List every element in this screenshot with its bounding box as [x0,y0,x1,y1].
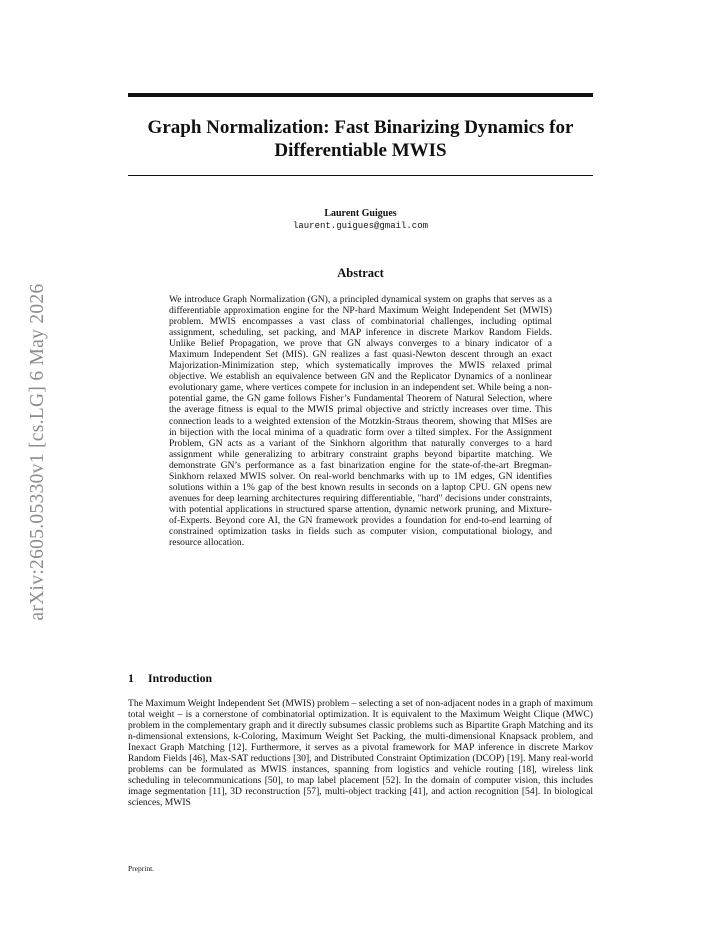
section-number: 1 [128,671,134,685]
author-email: laurent.guigues@gmail.com [292,221,429,231]
author-block [128,207,593,233]
abstract-heading: Abstract [337,266,384,280]
paper-title: Graph Normalization: Fast Binarizing Dynamics for Differentiable MWIS [147,117,574,161]
abstract-text: We introduce Graph Normalization (GN), a principled dynamical system on graphs that serves as a differentiable approximation engine for the NP-hard Maximum Weight Independent Set (MWIS) problem. MWIS encompasses a vast class of combinatorial challenges, including optimal assignment, scheduling, set packing, and MAP inference in discrete Markov Random Fields. Unlike Belief Propagation, we prove that GN always converges to a binary indicator of a Maximum Independent Set (MIS). GN realizes a fast quasi-Newton descent through an exact Majorization-Minimization step, which systematically improves the MWIS relaxed primal objective. We establish an equivalence between GN and the Replicator Dynamics of a nonlinear evolutionary game, where vertices compete for inclusion in an independent set. While being a non-potential game, the GN game follows Fisher’s Fundamental Theorem of Natural Selection, where the average fitness is equal to the MWIS primal objective and strictly increases over time. This connection leads to a weighted extension of the Motzkin-Straus theorem, showing that MISes are in bijection with the local minima of a quadratic form over a tilted simplex. For the Assignment Problem, GN acts as a variant of the Sinkhorn algorithm that naturally converges to a hard assignment while generalizing to arbitrary constraint graphs beyond bipartite matching. We demonstrate GN’s performance as a fast binarization engine for the state-of-the-art Bregman-Sinkhorn relaxed MWIS solver. On real-world benchmarks with up to 1M edges, GN identifies solutions within a 1% gap of the best known results in seconds on a laptop CPU. GN opens new avenues for deep learning architectures requiring differentiable, "hard" decisions under constraints, with potential applications in structured sparse attention, dynamic network pruning, and Mixture-of-Experts. Beyond core AI, the GN framework provides a foundation for end-to-end learning of constrained optimization tasks in fields such as computer vision, computational biology, and resource allocation. [169,294,552,549]
arxiv-identifier-text: arXiv:2605.05330v1 [cs.LG] 6 May 2026 [27,283,48,621]
title-top-rule [128,93,593,97]
section-heading [128,671,593,686]
arxiv-identifier [18,262,58,642]
footer-note: Preprint. [128,864,155,873]
section-title: Introduction [148,671,213,685]
author-name: Laurent Guigues [324,208,397,219]
title-bottom-rule [128,175,593,176]
introduction-text: The Maximum Weight Independent Set (MWIS) problem – selecting a set of non-adjacent nodes in a graph of maximum total weight – is a cornerstone of combinatorial optimization. It is equivalent to the Maximum Weight Clique (MWC) problem in the complementary graph and it directly subsumes classic problems such as Bipartite Graph Matching and its n-dimensional extensions, k-Coloring, Maximum Weight Set Packing, the multi-dimensional Knapsack problem, and Inexact Graph Matching [12]. Furthermore, it serves as a pivotal framework for MAP inference in discrete Markov Random Fields [46], Max-SAT reductions [30], and Distributed Constraint Optimization (DCOP) [19]. Many real-world problems can be formulated as MWIS instances, spanning from logistics and vehicle routing [18], wireless link scheduling in telecommunications [50], to map label placement [52]. In the domain of computer vision, this includes image segmentation [11], 3D reconstruction [57], multi-object tracking [41], and action recognition [54]. In biological sciences, MWIS [128,698,593,809]
